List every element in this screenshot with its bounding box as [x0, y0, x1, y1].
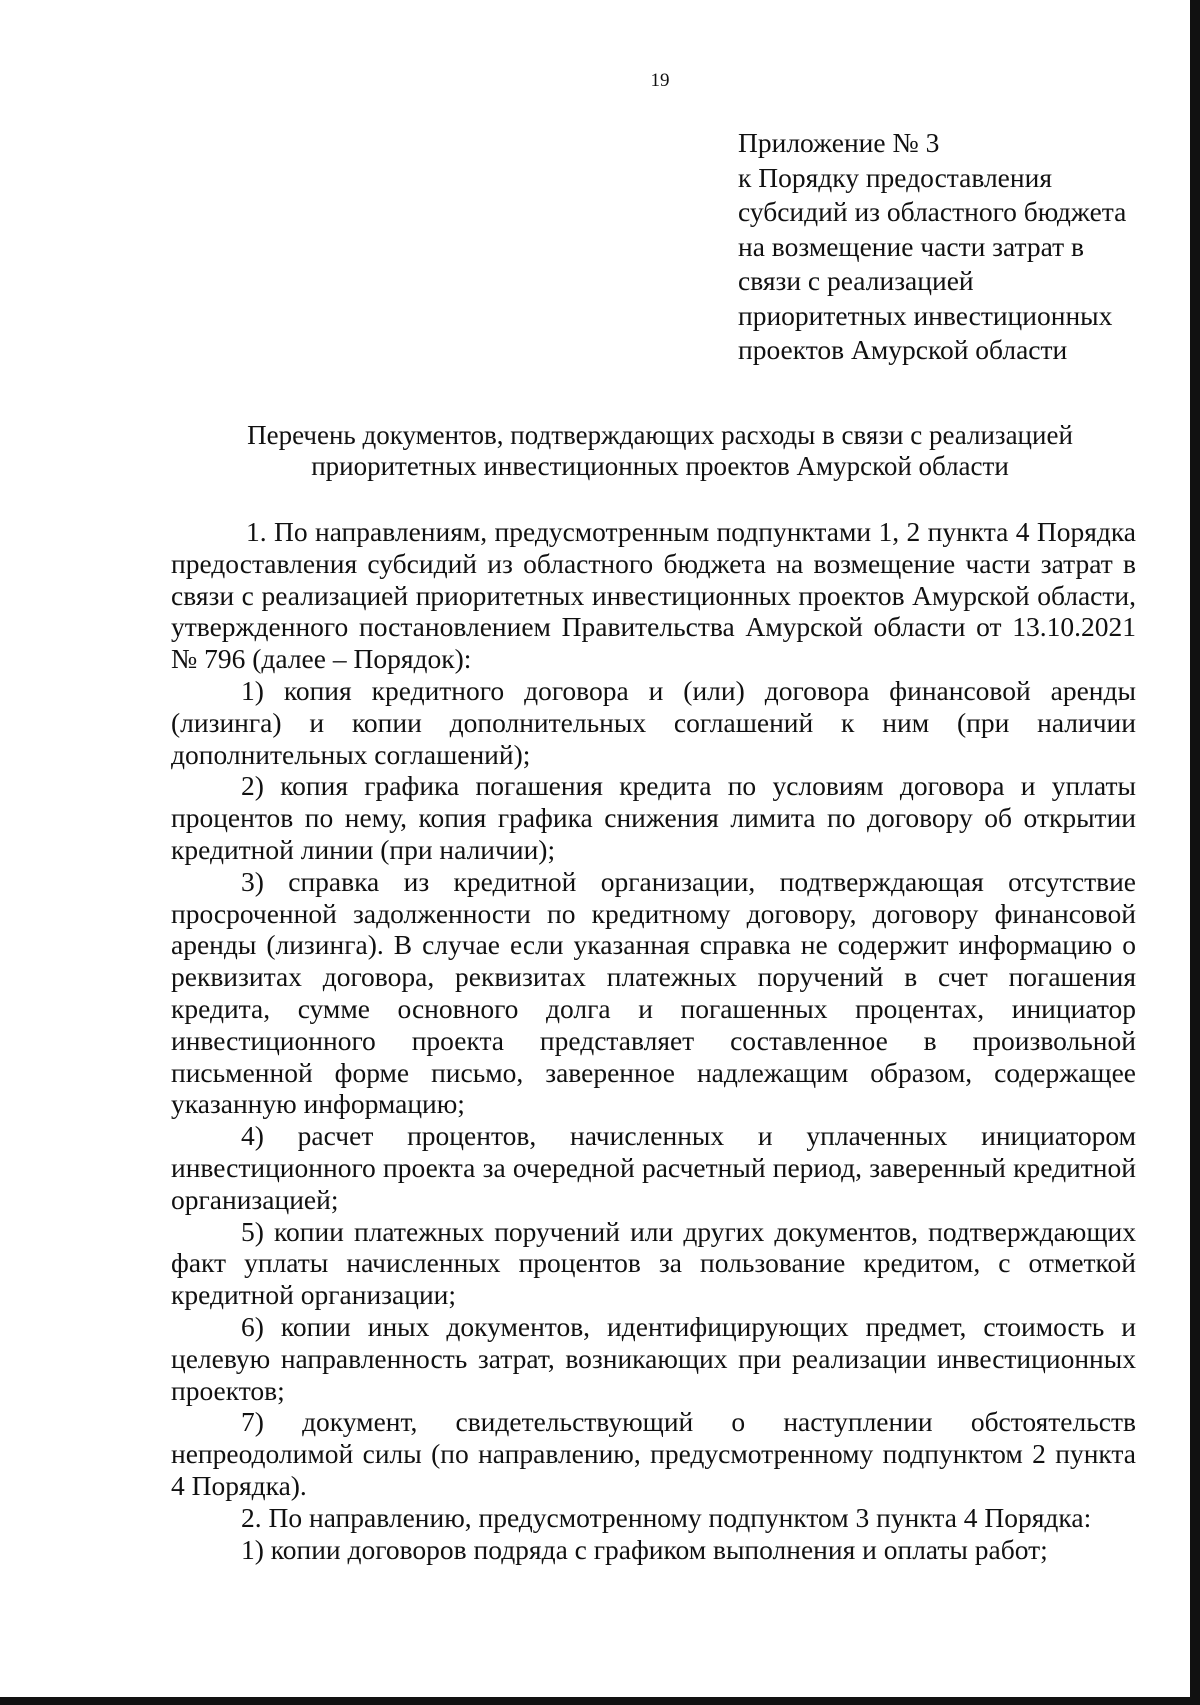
- appendix-line: Приложение № 3: [738, 127, 940, 158]
- appendix-line: проектов Амурской области: [738, 334, 1068, 365]
- appendix-line: связи с реализацией: [738, 265, 974, 296]
- document-title: [200, 420, 1120, 482]
- appendix-line: субсидий из областного бюджета: [738, 196, 1127, 227]
- paragraph-item: 4) расчет процентов, начисленных и уплаченных инициатором инвестиционного проекта за очередной расчетный период, заверенный кредитной организацией;: [171, 1120, 1136, 1215]
- paragraph-item: 6) копии иных документов, идентифицирующих предмет, стоимость и целевую направленность затрат, возникающих при реализации инвестиционных проектов;: [171, 1310, 1136, 1406]
- paragraph-section-2: 2. По направлению, предусмотренному подпунктом 3 пункта 4 Порядка:: [241, 1501, 1092, 1533]
- paragraph-item: 2) копия графика погашения кредита по условиям договора и уплаты процентов по нему, копия графика снижения лимита по договору об открытии кредитной линии (при наличии);: [171, 770, 1136, 865]
- paragraph-item: 1) копии договоров подряда с графиком выполнения и оплаты работ;: [241, 1533, 1048, 1565]
- appendix-line: приоритетных инвестиционных: [738, 299, 1113, 331]
- scan-border-bottom: [0, 1697, 1200, 1705]
- paragraph-item: 5) копии платежных поручений или других документов, подтверждающих факт уплаты начисленных процентов за пользование кредитом, с отметкой кредитной организации;: [171, 1215, 1136, 1311]
- page-number: 19: [650, 70, 670, 91]
- scan-border-right: [1190, 0, 1200, 1705]
- paragraph-section-1: 1. По направлениям, предусмотренным подпунктами 1, 2 пункта 4 Порядка предоставления субсидий из областного бюджета на возмещение части затрат в связи с реализацией приоритетных инвестиционных проектов Амурской области, утвержденного постановлением Правительства Амурской области от 13.10.2021 № 796 (далее – Порядок):: [171, 516, 1136, 675]
- appendix-line: на возмещение части затрат в: [738, 230, 1085, 262]
- title-line: Перечень документов, подтверждающих расходы в связи с реализацией: [247, 420, 1073, 450]
- paragraph-item: 7) документ, свидетельствующий о наступлении обстоятельств непреодолимой силы (по направлению, предусмотренному подпунктом 2 пункта 4 Порядка).: [171, 1406, 1136, 1501]
- appendix-line: к Порядку предоставления: [738, 161, 1052, 193]
- paragraph-item: 1) копия кредитного договора и (или) договора финансовой аренды (лизинга) и копии дополнительных соглашений к ним (при наличии дополнительных соглашений);: [171, 674, 1136, 770]
- title-line: приоритетных инвестиционных проектов Амурской области: [311, 451, 1009, 481]
- document-body: [171, 516, 1136, 1565]
- appendix-header: [738, 126, 1126, 368]
- paragraph-item: 3) справка из кредитной организации, подтверждающая отсутствие просроченной задолженности по кредитному договору, договору финансовой аренды (лизинга). В случае если указанная справка не содержит информацию о реквизитах договора, реквизитах платежных поручений в счет погашения кредита, сумме основного долга и погашенных процентах, инициатор инвестиционного проекта представляет составленное в произвольной письменной форме письмо, заверенное надлежащим образом, содержащее указанную информацию;: [171, 865, 1136, 1120]
